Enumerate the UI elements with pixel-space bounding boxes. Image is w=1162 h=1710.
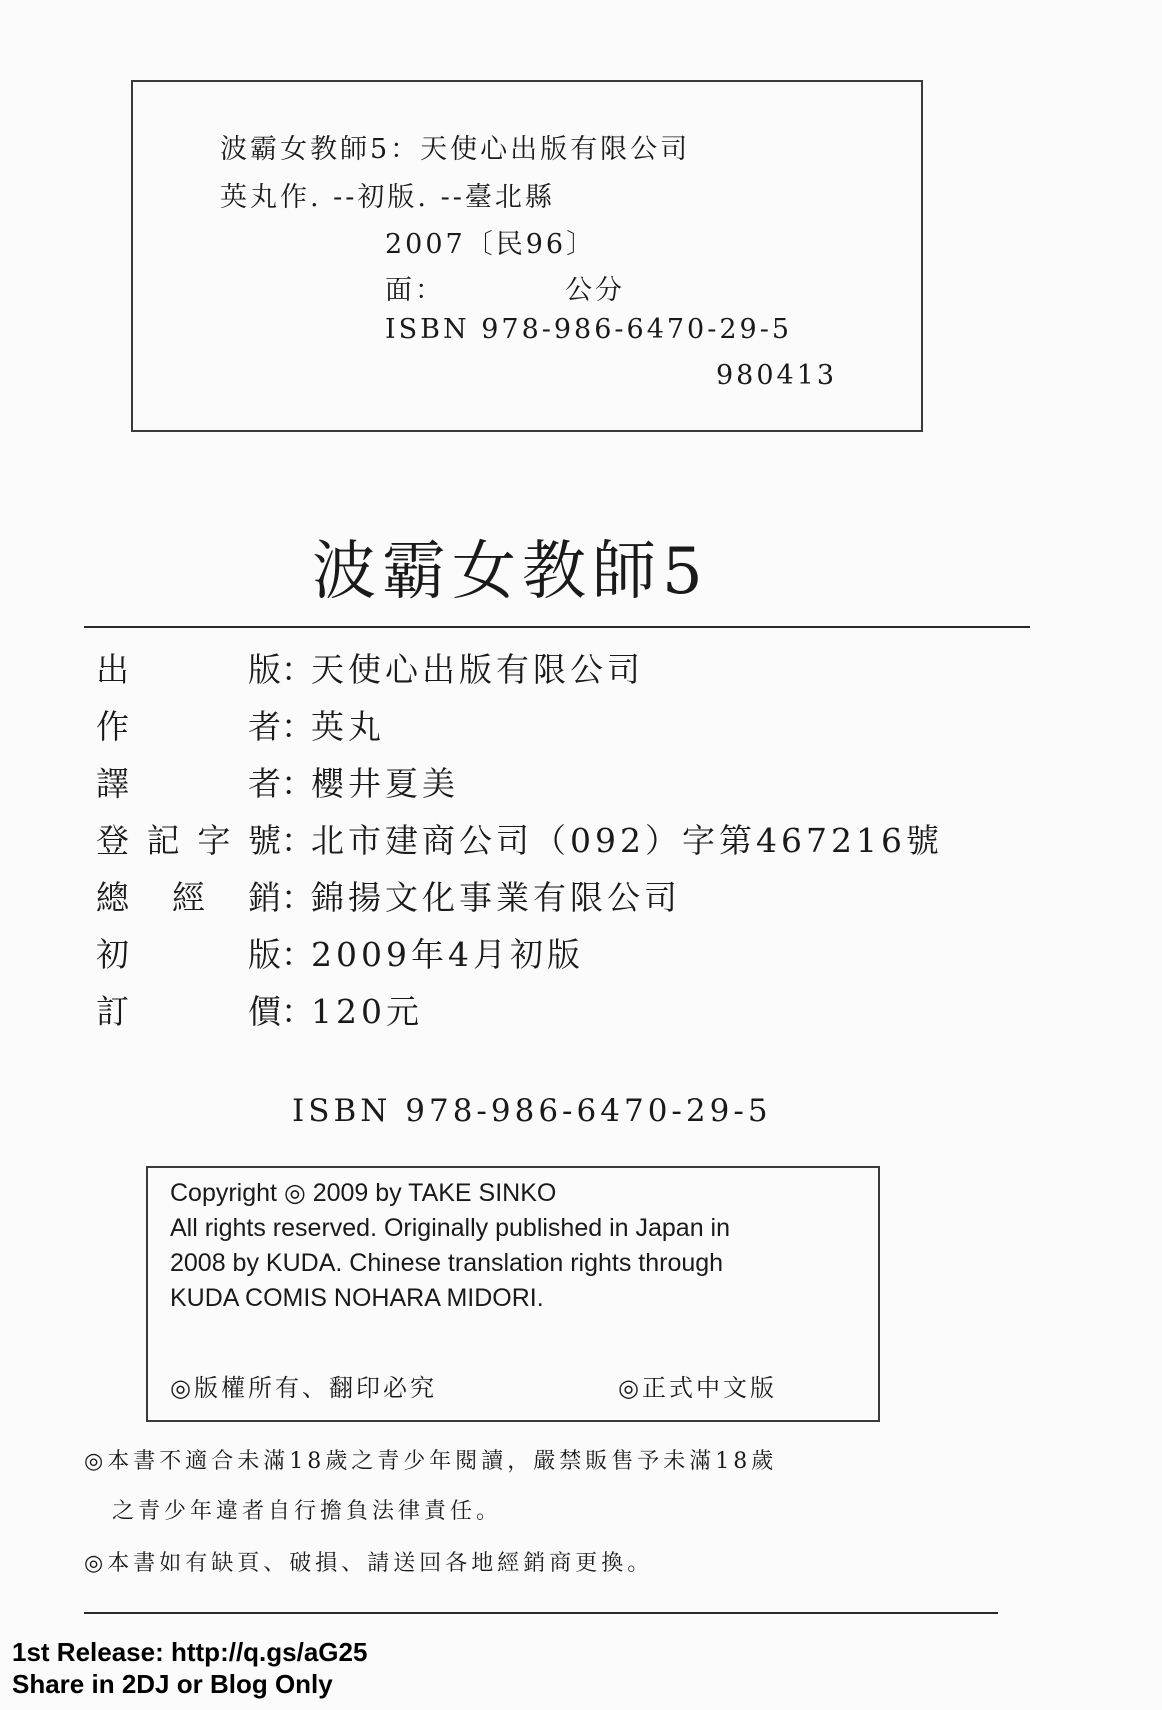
cip-year-line: 2007〔民96〕 bbox=[385, 229, 597, 260]
info-colon: ： bbox=[281, 821, 314, 860]
info-label: 譯者 bbox=[96, 764, 281, 803]
info-value: 英丸 bbox=[311, 707, 385, 746]
info-colon: ： bbox=[281, 878, 314, 917]
info-label: 訂價 bbox=[96, 992, 281, 1031]
info-row-edition bbox=[96, 929, 584, 973]
copyright-line: All rights reserved. Originally published in Japan in bbox=[170, 1214, 731, 1242]
isbn-number: ISBN 978-986-6470-29-5 bbox=[292, 1093, 772, 1129]
info-label: 登記字號 bbox=[96, 821, 281, 860]
info-value: 天使心出版有限公司 bbox=[311, 650, 644, 689]
info-value: 120元 bbox=[311, 992, 423, 1031]
cip-pages-line bbox=[385, 268, 625, 307]
copyright-text bbox=[170, 1176, 870, 1316]
info-colon: ： bbox=[281, 707, 314, 746]
info-colon: ： bbox=[281, 764, 314, 803]
info-value: 北市建商公司（092）字第467216號 bbox=[311, 821, 943, 860]
cip-catalog-box bbox=[131, 80, 923, 432]
info-row-author bbox=[96, 701, 385, 745]
info-colon: ： bbox=[281, 935, 314, 974]
age-restriction-note-cont: 之青少年違者自行擔負法律責任。 bbox=[112, 1499, 503, 1524]
cip-author-line: 英丸作. --初版. --臺北縣 bbox=[220, 182, 555, 213]
info-value: 錦揚文化事業有限公司 bbox=[311, 878, 681, 917]
info-colon: ： bbox=[281, 650, 314, 689]
info-row-price bbox=[96, 986, 423, 1030]
info-label: 作者 bbox=[96, 707, 281, 746]
cip-pages-label: 面： bbox=[385, 275, 445, 306]
info-row-distributor bbox=[96, 872, 681, 916]
age-restriction-note: ◎本書不適合未滿18歲之青少年閱讀，嚴禁販售予未滿18歲 bbox=[84, 1449, 778, 1474]
info-label: 出版 bbox=[96, 650, 281, 689]
official-edition-note: ◎正式中文版 bbox=[618, 1374, 777, 1402]
release-info: 1st Release: http://q.gs/aG25 bbox=[12, 1637, 368, 1667]
copyright-line: 2008 by KUDA. Chinese translation rights through bbox=[170, 1249, 724, 1277]
info-row-publisher bbox=[96, 644, 644, 688]
copyright-line: Copyright ◎ 2009 by TAKE SINKO bbox=[170, 1179, 557, 1207]
info-label: 初版 bbox=[96, 935, 281, 974]
title-divider bbox=[84, 626, 1030, 628]
info-value: 2009年4月初版 bbox=[311, 935, 584, 974]
book-title: 波霸女教師5 bbox=[312, 535, 709, 609]
cip-code-line: 980413 bbox=[716, 360, 838, 391]
info-colon: ： bbox=[281, 992, 314, 1031]
cip-size-label: 公分 bbox=[565, 275, 625, 306]
replacement-note: ◎本書如有缺頁、破損、請送回各地經銷商更換。 bbox=[84, 1551, 654, 1576]
copyright-box bbox=[146, 1166, 880, 1422]
share-info: Share in 2DJ or Blog Only bbox=[12, 1669, 333, 1699]
copyright-line: KUDA COMIS NOHARA MIDORI. bbox=[170, 1284, 544, 1312]
info-row-registration bbox=[96, 815, 943, 859]
cip-title-line: 波霸女教師5：天使心出版有限公司 bbox=[220, 134, 691, 165]
bottom-divider bbox=[84, 1612, 998, 1614]
info-row-translator bbox=[96, 758, 459, 802]
rights-reserved-note: ◎版權所有、翻印必究 bbox=[170, 1374, 437, 1402]
info-value: 櫻井夏美 bbox=[311, 764, 459, 803]
info-label: 總經銷 bbox=[96, 878, 281, 917]
cip-isbn-line: ISBN 978-986-6470-29-5 bbox=[385, 314, 793, 345]
